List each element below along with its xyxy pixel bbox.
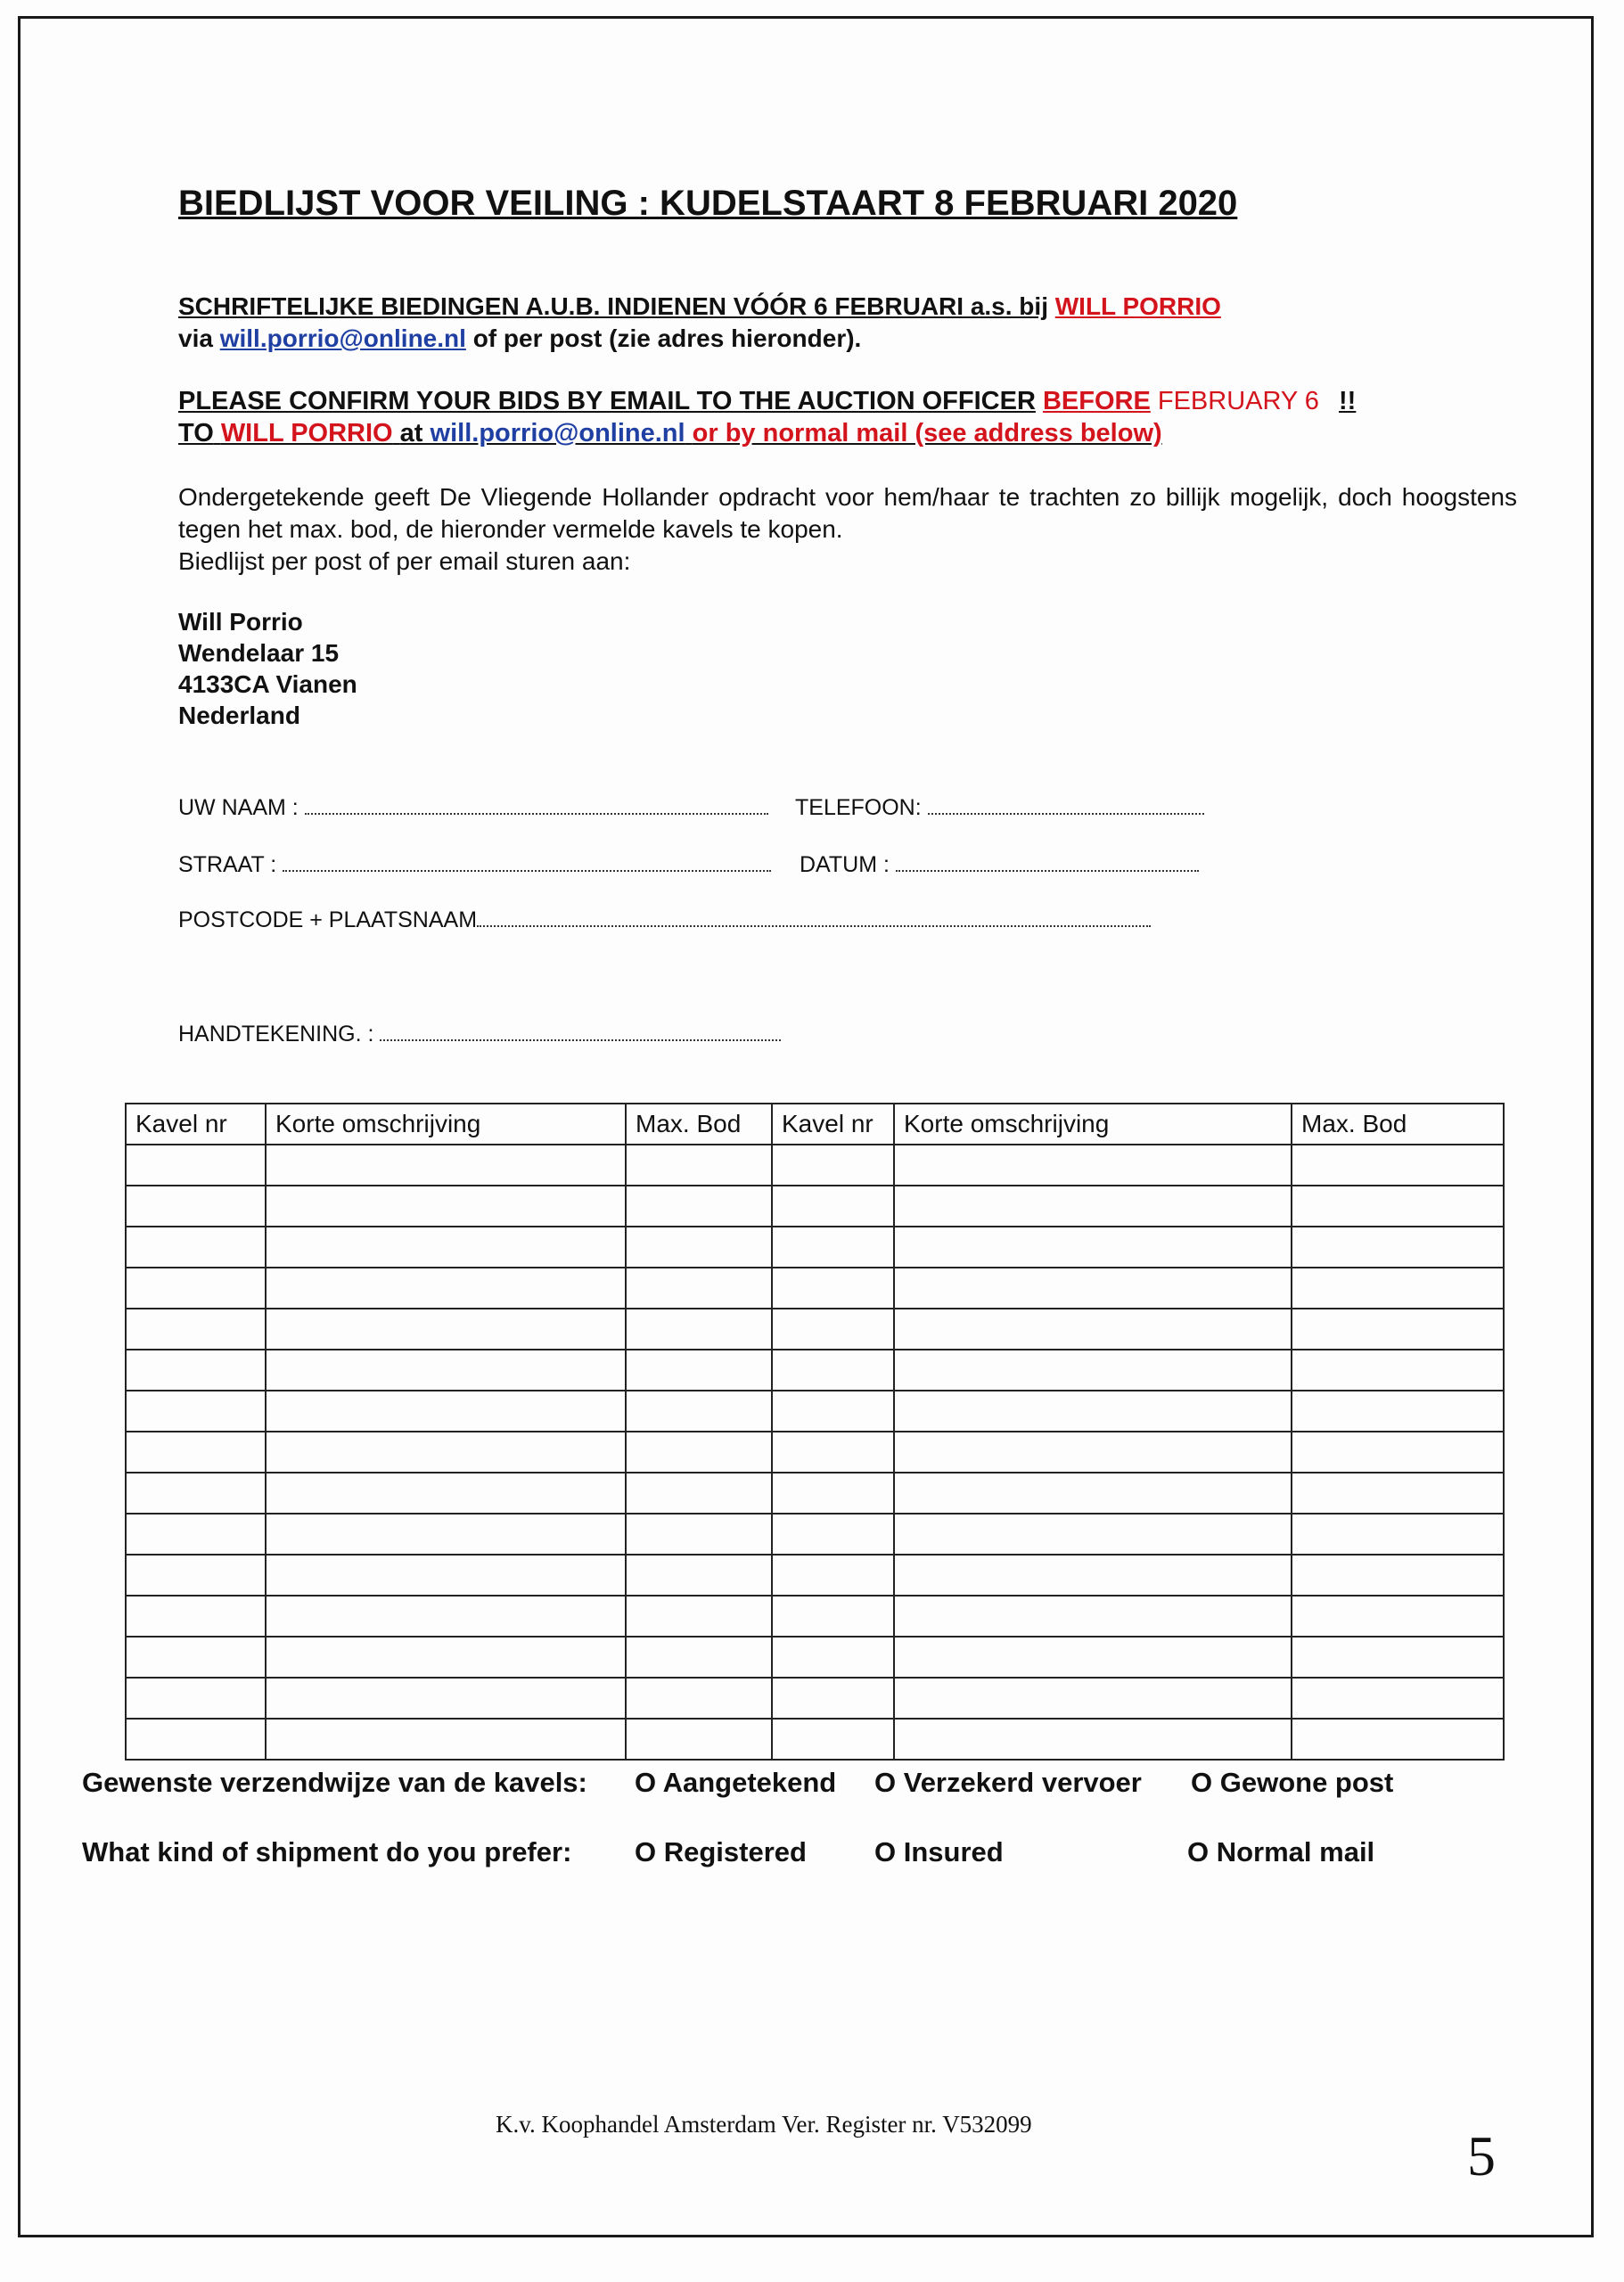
cell-lot-number-2[interactable]: [772, 1555, 894, 1596]
cell-description-2[interactable]: [894, 1186, 1292, 1227]
cell-description-2[interactable]: [894, 1514, 1292, 1555]
cell-max-bid-2[interactable]: [1292, 1637, 1504, 1678]
cell-max-bid-2[interactable]: [1292, 1350, 1504, 1391]
cell-description-2[interactable]: [894, 1145, 1292, 1186]
cell-description-2[interactable]: [894, 1391, 1292, 1432]
cell-lot-number-2[interactable]: [772, 1268, 894, 1309]
table-row: [126, 1186, 1504, 1227]
cell-max-bid-1[interactable]: [626, 1719, 772, 1760]
cell-description-1[interactable]: [266, 1391, 626, 1432]
signature-field[interactable]: [178, 1022, 781, 1047]
cell-lot-number-1[interactable]: [126, 1350, 266, 1391]
header-lot-number-1: Kavel nr: [126, 1104, 266, 1145]
cell-lot-number-2[interactable]: [772, 1514, 894, 1555]
signature-field-label: HANDTEKENING. :: [178, 1022, 374, 1047]
name-field-line[interactable]: [305, 797, 768, 815]
cell-lot-number-2[interactable]: [772, 1719, 894, 1760]
cell-max-bid-1[interactable]: [626, 1309, 772, 1350]
cell-description-1[interactable]: [266, 1186, 626, 1227]
shipment-en-label: What kind of shipment do you prefer:: [82, 1836, 572, 1867]
street-field-label: STRAAT :: [178, 852, 277, 877]
cell-lot-number-1[interactable]: [126, 1555, 266, 1596]
cell-description-2[interactable]: [894, 1350, 1292, 1391]
shipment-en-insured-option[interactable]: O Insured: [874, 1836, 1004, 1867]
dutch-notice-tail: of per post (zie adres hieronder).: [472, 324, 862, 352]
shipment-nl-registered-option[interactable]: O Aangetekend: [635, 1767, 837, 1798]
cell-description-1[interactable]: [266, 1473, 626, 1514]
cell-lot-number-2[interactable]: [772, 1350, 894, 1391]
cell-lot-number-2[interactable]: [772, 1678, 894, 1719]
street-field-line[interactable]: [283, 854, 771, 872]
cell-max-bid-2[interactable]: [1292, 1145, 1504, 1186]
table-row: [126, 1350, 1504, 1391]
bid-table-header: [126, 1104, 1504, 1145]
date-field-label: DATUM :: [800, 852, 890, 877]
english-notice-line-2: [178, 419, 1162, 448]
cell-description-1[interactable]: [266, 1596, 626, 1637]
cell-description-2[interactable]: [894, 1555, 1292, 1596]
phone-field-line[interactable]: [928, 797, 1204, 815]
cell-description-1[interactable]: [266, 1227, 626, 1268]
cell-max-bid-1[interactable]: [626, 1432, 772, 1473]
cell-lot-number-1[interactable]: [126, 1391, 266, 1432]
cell-max-bid-1[interactable]: [626, 1227, 772, 1268]
cell-description-1[interactable]: [266, 1514, 626, 1555]
header-lot-number-2: Kavel nr: [772, 1104, 894, 1145]
cell-description-1[interactable]: [266, 1145, 626, 1186]
date-field[interactable]: [800, 852, 1199, 878]
dutch-notice-name: WILL PORRIO: [1054, 292, 1221, 320]
mailing-address: [178, 606, 357, 731]
signature-field-line[interactable]: [380, 1023, 781, 1041]
bid-table: [125, 1103, 1505, 1761]
header-description-2: Korte omschrijving: [894, 1104, 1292, 1145]
table-row: [126, 1227, 1504, 1268]
cell-lot-number-2[interactable]: [772, 1596, 894, 1637]
english-notice-line-1: [178, 387, 1356, 416]
shipment-en-normal-option[interactable]: O Normal mail: [1187, 1836, 1375, 1867]
cell-max-bid-2[interactable]: [1292, 1719, 1504, 1760]
table-row: [126, 1473, 1504, 1514]
table-row: [126, 1596, 1504, 1637]
table-row: [126, 1268, 1504, 1309]
english-notice-at: at: [399, 419, 423, 447]
phone-field[interactable]: [795, 795, 1204, 821]
cell-max-bid-2[interactable]: [1292, 1227, 1504, 1268]
cell-lot-number-1[interactable]: [126, 1514, 266, 1555]
phone-field-label: TELEFOON:: [795, 795, 922, 820]
cell-lot-number-2[interactable]: [772, 1637, 894, 1678]
cell-max-bid-1[interactable]: [626, 1514, 772, 1555]
postcode-field[interactable]: [178, 907, 1151, 933]
name-field[interactable]: [178, 795, 768, 821]
cell-max-bid-1[interactable]: [626, 1268, 772, 1309]
cell-description-2[interactable]: [894, 1596, 1292, 1637]
cell-max-bid-2[interactable]: [1292, 1596, 1504, 1637]
page-number: 5: [1467, 2124, 1496, 2188]
cell-lot-number-2[interactable]: [772, 1186, 894, 1227]
cell-description-1[interactable]: [266, 1350, 626, 1391]
cell-lot-number-1[interactable]: [126, 1309, 266, 1350]
english-notice-exclaim: !!: [1339, 387, 1357, 415]
english-notice-to: TO: [178, 419, 214, 447]
dutch-notice-line-2: [178, 324, 861, 353]
cell-description-2[interactable]: [894, 1432, 1292, 1473]
dutch-notice-via: via: [178, 324, 213, 352]
cell-max-bid-2[interactable]: [1292, 1268, 1504, 1309]
cell-description-2[interactable]: [894, 1268, 1292, 1309]
english-notice-text: PLEASE CONFIRM YOUR BIDS BY EMAIL TO THE AUCTION OFFICER: [178, 387, 1036, 415]
header-max-bid-1: Max. Bod: [626, 1104, 772, 1145]
cell-lot-number-1[interactable]: [126, 1473, 266, 1514]
address-city: 4133CA Vianen: [178, 670, 357, 698]
postcode-field-line[interactable]: [477, 909, 1151, 927]
cell-max-bid-2[interactable]: [1292, 1473, 1504, 1514]
cell-max-bid-1[interactable]: [626, 1350, 772, 1391]
page-title: BIEDLIJST VOOR VEILING : KUDELSTAART 8 FEBRUARI 2020: [178, 184, 1238, 223]
bid-table-body: [126, 1145, 1504, 1760]
cell-description-2[interactable]: [894, 1637, 1292, 1678]
date-field-line[interactable]: [896, 854, 1199, 872]
table-row: [126, 1678, 1504, 1719]
cell-max-bid-1[interactable]: [626, 1391, 772, 1432]
cell-description-1[interactable]: [266, 1309, 626, 1350]
cell-lot-number-1[interactable]: [126, 1678, 266, 1719]
cell-max-bid-1[interactable]: [626, 1596, 772, 1637]
cell-lot-number-2[interactable]: [772, 1391, 894, 1432]
cell-description-2[interactable]: [894, 1719, 1292, 1760]
instruction-send-to: Biedlijst per post of per email sturen aan:: [178, 547, 631, 575]
cell-description-1[interactable]: [266, 1555, 626, 1596]
cell-max-bid-1[interactable]: [626, 1473, 772, 1514]
cell-lot-number-1[interactable]: [126, 1432, 266, 1473]
cell-description-2[interactable]: [894, 1309, 1292, 1350]
table-row: [126, 1555, 1504, 1596]
cell-max-bid-2[interactable]: [1292, 1555, 1504, 1596]
table-row: [126, 1145, 1504, 1186]
cell-lot-number-1[interactable]: [126, 1596, 266, 1637]
instruction-text: Ondergetekende geeft De Vliegende Hollander opdracht voor hem/haar te trachten zo billijk mogelijk, doch hoogstens tegen het max. bod, de hieronder vermelde kavels te kopen.: [178, 483, 1517, 543]
cell-lot-number-2[interactable]: [772, 1145, 894, 1186]
street-field[interactable]: [178, 852, 771, 878]
english-notice-tail: or by normal mail (see address below): [692, 419, 1162, 447]
table-row: [126, 1637, 1504, 1678]
english-notice-name: WILL PORRIO: [220, 419, 393, 447]
cell-lot-number-1[interactable]: [126, 1186, 266, 1227]
cell-description-1[interactable]: [266, 1637, 626, 1678]
cell-description-1[interactable]: [266, 1678, 626, 1719]
address-street: Wendelaar 15: [178, 639, 340, 667]
shipment-nl-insured-option[interactable]: O Verzekerd vervoer: [874, 1767, 1142, 1798]
address-name: Will Porrio: [178, 608, 303, 636]
table-row: [126, 1514, 1504, 1555]
cell-lot-number-1[interactable]: [126, 1637, 266, 1678]
shipment-nl-normal-option[interactable]: O Gewone post: [1191, 1767, 1394, 1798]
name-field-label: UW NAAM :: [178, 795, 299, 820]
english-notice-email-link[interactable]: will.porrio@online.nl: [430, 419, 685, 447]
cell-description-2[interactable]: [894, 1227, 1292, 1268]
cell-lot-number-1[interactable]: [126, 1719, 266, 1760]
cell-lot-number-2[interactable]: [772, 1227, 894, 1268]
cell-max-bid-2[interactable]: [1292, 1678, 1504, 1719]
shipment-en-registered-option[interactable]: O Registered: [635, 1836, 807, 1867]
table-row: [126, 1309, 1504, 1350]
address-country: Nederland: [178, 702, 300, 729]
table-row: [126, 1432, 1504, 1473]
cell-lot-number-2[interactable]: [772, 1473, 894, 1514]
cell-max-bid-1[interactable]: [626, 1186, 772, 1227]
cell-lot-number-1[interactable]: [126, 1268, 266, 1309]
shipment-nl-label: Gewenste verzendwijze van de kavels:: [82, 1767, 587, 1798]
cell-lot-number-1[interactable]: [126, 1145, 266, 1186]
cell-max-bid-2[interactable]: [1292, 1309, 1504, 1350]
dutch-notice-email-link[interactable]: will.porrio@online.nl: [219, 324, 466, 352]
cell-max-bid-2[interactable]: [1292, 1186, 1504, 1227]
cell-description-1[interactable]: [266, 1432, 626, 1473]
cell-max-bid-2[interactable]: [1292, 1432, 1504, 1473]
english-notice-before: BEFORE: [1042, 387, 1151, 415]
postcode-field-label: POSTCODE + PLAATSNAAM: [178, 907, 478, 932]
cell-description-2[interactable]: [894, 1473, 1292, 1514]
cell-max-bid-2[interactable]: [1292, 1514, 1504, 1555]
dutch-notice-text: SCHRIFTELIJKE BIEDINGEN A.U.B. INDIENEN VÓÓR 6 FEBRUARI a.s. bij: [178, 292, 1048, 320]
cell-description-2[interactable]: [894, 1678, 1292, 1719]
cell-lot-number-2[interactable]: [772, 1309, 894, 1350]
cell-max-bid-1[interactable]: [626, 1145, 772, 1186]
header-max-bid-2: Max. Bod: [1292, 1104, 1504, 1145]
cell-description-1[interactable]: [266, 1268, 626, 1309]
english-notice-date: FEBRUARY 6: [1157, 387, 1319, 415]
footer-registration: K.v. Koophandel Amsterdam Ver. Register nr. V532099: [496, 2111, 1032, 2138]
header-description-1: Korte omschrijving: [266, 1104, 626, 1145]
cell-max-bid-2[interactable]: [1292, 1391, 1504, 1432]
cell-lot-number-1[interactable]: [126, 1227, 266, 1268]
cell-max-bid-1[interactable]: [626, 1637, 772, 1678]
dutch-notice-line-1: [178, 292, 1221, 321]
table-row: [126, 1391, 1504, 1432]
cell-max-bid-1[interactable]: [626, 1555, 772, 1596]
table-row: [126, 1719, 1504, 1760]
instruction-paragraph: [178, 481, 1517, 578]
cell-max-bid-1[interactable]: [626, 1678, 772, 1719]
cell-description-1[interactable]: [266, 1719, 626, 1760]
cell-lot-number-2[interactable]: [772, 1432, 894, 1473]
